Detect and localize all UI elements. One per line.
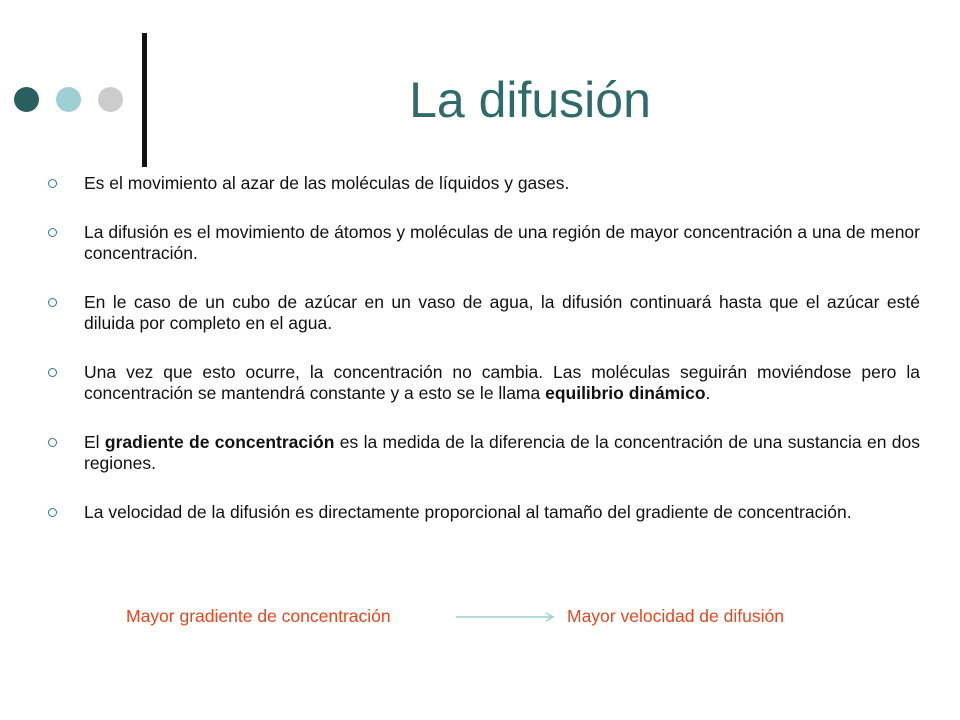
bullet-list — [40, 173, 920, 551]
bullet-text: Una vez que esto ocurre, la concentración no cambia. Las moléculas seguirán moviéndose pero la concentración se mantendrá constante y a esto se le llama — [84, 362, 920, 403]
arrow-right-icon — [456, 612, 556, 622]
bullet-item — [40, 502, 920, 523]
bullet-circle-icon — [48, 228, 57, 237]
footer-right-label: Mayor velocidad de difusión — [567, 606, 784, 626]
bullet-item — [40, 432, 920, 474]
slide-title: La difusión — [409, 72, 651, 128]
bullet-text: Es el movimiento al azar de las moléculas de líquidos y gases. — [84, 173, 570, 193]
bullet-text: es la medida de la diferencia de la concentración de una sustancia en dos regiones. — [84, 432, 920, 473]
bullet-item — [40, 222, 920, 264]
vertical-divider — [142, 33, 147, 167]
bullet-text: En le caso de un cubo de azúcar en un vaso de agua, la difusión continuará hasta que el azúcar esté diluida por completo en el agua. — [84, 292, 920, 333]
bullet-bold-text: gradiente de concentración — [104, 432, 335, 452]
bullet-circle-icon — [48, 179, 57, 188]
bullet-bold-text: equilibrio dinámico — [545, 383, 706, 403]
bullet-text: La velocidad de la difusión es directamente proporcional al tamaño del gradiente de concentración. — [84, 502, 852, 522]
bullet-circle-icon — [48, 438, 57, 447]
bullet-item — [40, 362, 920, 404]
dot-light-icon — [56, 87, 81, 112]
decorative-dots — [14, 87, 124, 113]
footer-left-label: Mayor gradiente de concentración — [126, 606, 391, 626]
bullet-item — [40, 173, 920, 194]
footer-relation — [0, 604, 960, 630]
dot-dark-icon — [14, 87, 39, 112]
bullet-text: El — [84, 432, 105, 452]
bullet-text: . — [705, 383, 711, 403]
dot-gray-icon — [98, 87, 123, 112]
bullet-circle-icon — [48, 508, 57, 517]
bullet-item — [40, 292, 920, 334]
bullet-circle-icon — [48, 368, 57, 377]
bullet-circle-icon — [48, 298, 57, 307]
bullet-text: La difusión es el movimiento de átomos y moléculas de una región de mayor concentración a una de menor concentración. — [84, 222, 920, 263]
